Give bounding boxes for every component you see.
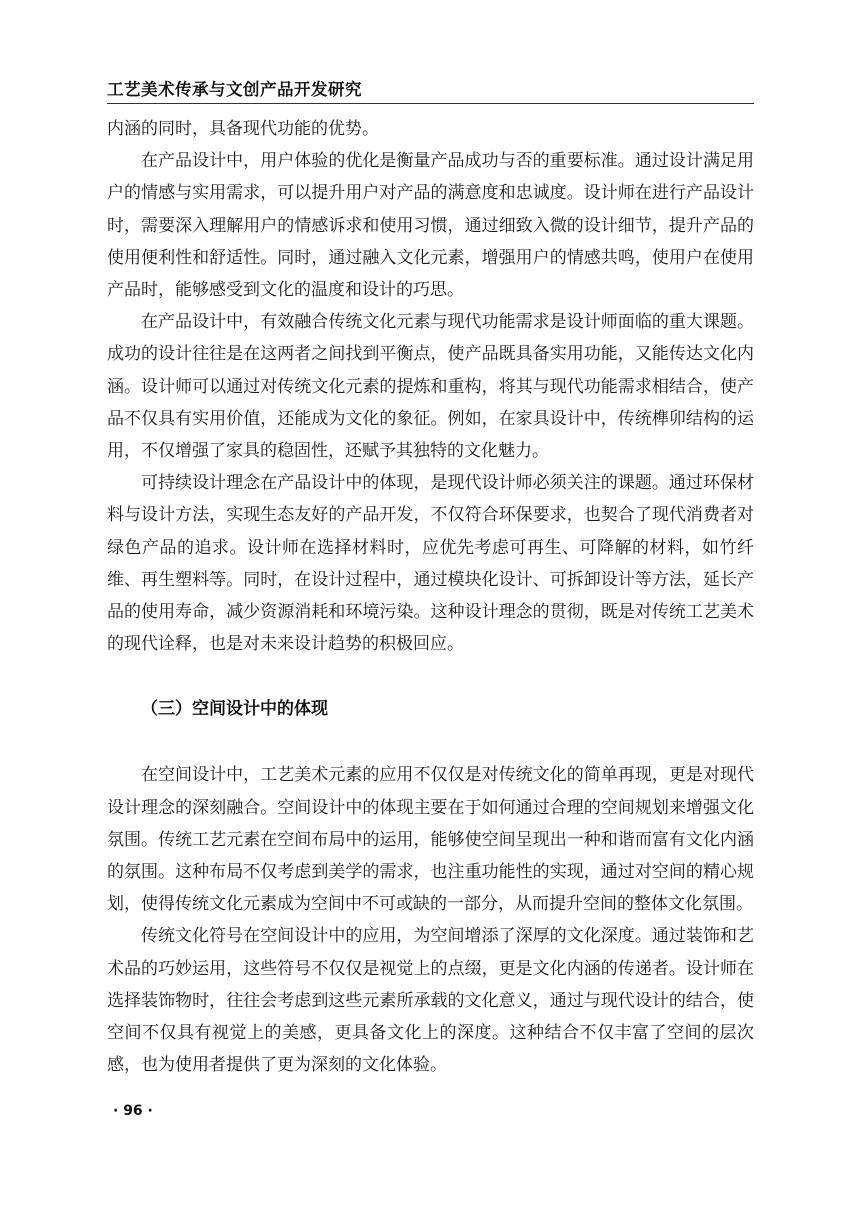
paragraph-sustainable-design: 可持续设计理念在产品设计中的体现，是现代设计师必须关注的课题。通过环保材料与设计方法，实现生态友好的产品开发，不仅符合环保要求，也契合了现代消费者对绿色产品的追求。设计师在选择材料时，应优先考虑可再生、可降解的材料，如竹纤维、再生塑料等。同时，在设计过程中，通过模块化设计、可拆卸设计等方法，延长产品的使用寿命，减少资源消耗和环境污染。这种设计理念的贯彻，既是对传统工艺美术的现代诠释，也是对未来设计趋势的积极回应。 [107, 473, 754, 655]
page-number: · 96 · [113, 1103, 153, 1119]
paragraph-user-experience: 在产品设计中，用户体验的优化是衡量产品成功与否的重要标准。通过设计满足用户的情感与实用需求，可以提升用户对产品的满意度和忠诚度。设计师在进行产品设计时，需要深入理解用户的情感诉求和使用习惯，通过细致入微的设计细节，提升产品的使用便利性和舒适性。同时，通过融入文化元素，增强用户的情感共鸣，使用户在使用产品时，能够感受到文化的温度和设计的巧思。 [107, 151, 754, 301]
paragraph-cultural-symbols: 传统文化符号在空间设计中的应用，为空间增添了深厚的文化深度。通过装饰和艺术品的巧妙运用，这些符号不仅仅是视觉上的点缀，更是文化内涵的传递者。设计师在选择装饰物时，往往会考虑到这些元素所承载的文化意义，通过与现代设计的结合，使空间不仅具有视觉上的美感，更具备文化上的深度。这种结合不仅丰富了空间的层次感，也为使用者提供了更为深刻的文化体验。 [107, 926, 754, 1076]
header-rule [107, 103, 754, 104]
running-header-title: 工艺美术传承与文创产品开发研究 [107, 80, 362, 99]
paragraph-cultural-fusion: 在产品设计中，有效融合传统文化元素与现代功能需求是设计师面临的重大课题。成功的设计往往是在这两者之间找到平衡点，使产品既具备实用功能，又能传达文化内涵。设计师可以通过对传统文化元素的提炼和重构，将其与现代功能需求相结合，使产品不仅具有实用价值，还能成为文化的象征。例如，在家具设计中，传统榫卯结构的运用，不仅增强了家具的稳固性，还赋予其独特的文化魅力。 [107, 312, 754, 462]
body-text [107, 113, 754, 1081]
paragraph-space-design: 在空间设计中，工艺美术元素的应用不仅仅是对传统文化的简单再现，更是对现代设计理念的深刻融合。空间设计中的体现主要在于如何通过合理的空间规划来增强文化氛围。传统工艺元素在空间布局中的运用，能够使空间呈现出一种和谐而富有文化内涵的氛围。这种布局不仅考虑到美学的需求，也注重功能性的实现，通过对空间的精心规划，使得传统文化元素成为空间中不可或缺的一部分，从而提升空间的整体文化氛围。 [107, 765, 754, 915]
section-heading: （三）空间设计中的体现 [141, 699, 328, 720]
paragraph-continued: 内涵的同时，具备现代功能的优势。 [107, 119, 379, 139]
